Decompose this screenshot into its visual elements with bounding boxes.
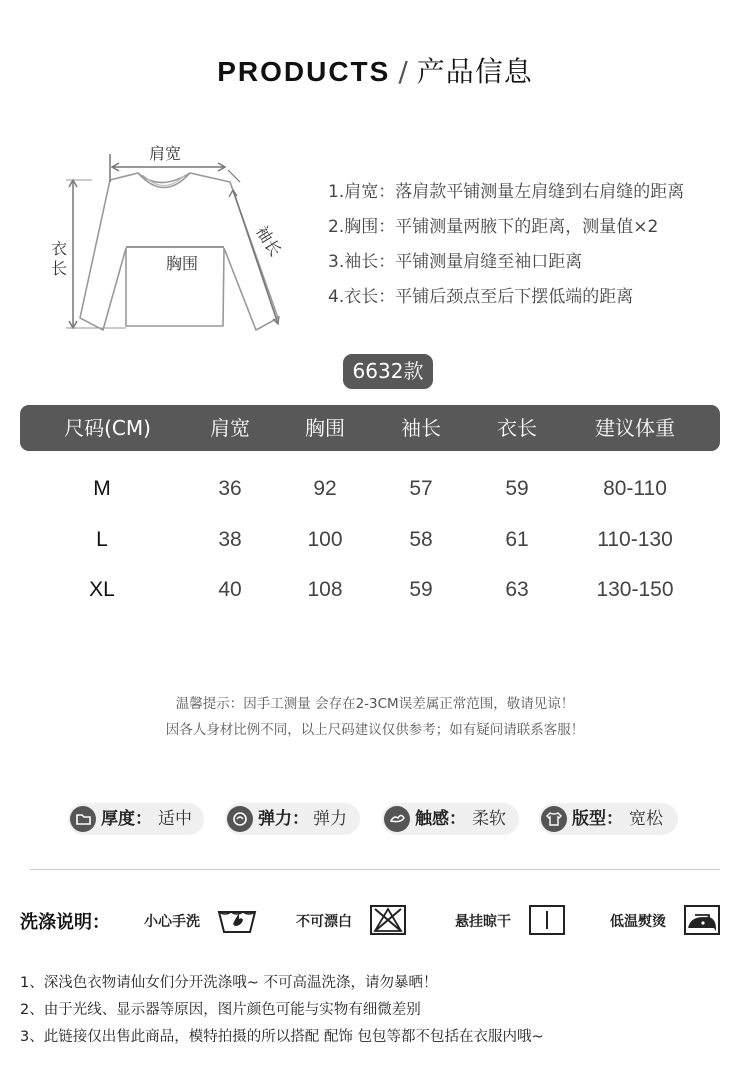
size-cell: XL [89,578,115,601]
hang-dry-icon [528,904,566,936]
fabric-attributes [68,803,728,835]
care-item-hand-wash [144,904,264,938]
care-item-hang-dry [455,904,575,938]
shoulder-cell: 40 [218,578,242,601]
chest-cell: 92 [313,477,337,500]
shoulder-label: 肩宽 [148,144,182,163]
folder-icon [70,806,96,832]
footer-note-3: 3、此链接仅出售此商品，模特拍摄的所以搭配 配饰 包包等都不包括在衣服内哦~ [20,1029,544,1045]
notice-line-2: 因各人身材比例不同，以上尺码建议仅供参考；如有疑问请联系客服！ [165,722,585,738]
touch-icon [384,806,410,832]
page-title [0,50,750,90]
shoulder-cell: 36 [218,477,242,500]
sleeve-cell: 58 [409,528,433,551]
shirt-outline [80,173,278,330]
care-label: 不可漂白 [296,914,352,930]
measure-note-shoulder: 1.肩宽：落肩款平铺测量左肩缝到右肩缝的距离 [328,182,685,202]
weight-cell: 110-130 [597,528,673,551]
hand-wash-icon [217,904,257,936]
header-sleeve: 袖长 [401,416,441,440]
footer-note-1: 1、深浅色衣物请仙女们分开洗涤哦~ 不可高温洗涤，请勿暴晒！ [20,975,438,991]
attribute-thickness [68,803,204,835]
attribute-label: 弹力： [258,809,309,829]
chest-cell: 100 [307,528,343,551]
spring-icon [227,806,253,832]
chest-cell: 108 [307,578,343,601]
attribute-value: 弹力 [313,809,347,829]
sleeve-label: 袖长 [252,222,286,260]
shirt-icon [541,806,567,832]
weight-cell: 80-110 [603,477,667,500]
iron-low-icon [683,904,721,936]
attribute-value: 柔软 [472,809,506,829]
sleeve-cell: 57 [409,477,433,500]
attribute-label: 版型： [572,809,623,829]
section-divider [30,869,720,870]
shoulder-cell: 38 [218,528,242,551]
attribute-fit [539,803,678,835]
weight-cell: 130-150 [596,578,674,601]
measurement-notes [328,178,738,318]
footer-note-2: 2、由于光线、显示器等原因，图片颜色可能与实物有细微差别 [20,1002,421,1018]
attribute-elasticity [225,803,360,835]
care-item-iron-low [610,904,730,938]
header-weight: 建议体重 [595,416,675,440]
header-shoulder: 肩宽 [210,416,250,440]
length-cell: 63 [505,578,529,601]
title-chinese: 产品信息 [416,55,533,88]
attribute-value: 适中 [158,809,192,829]
size-table-header [20,405,720,451]
length-cell: 61 [505,528,529,551]
title-separator: / [398,55,409,88]
garment-measurement-sketch [40,140,300,345]
shoulder-tick-right [228,170,240,182]
measure-note-sleeve: 3.袖长：平铺测量肩缝至袖口距离 [328,252,583,272]
size-cell: M [93,477,111,500]
care-label: 低温熨烫 [610,914,666,930]
header-size: 尺码(CM) [64,416,151,440]
care-label: 小心手洗 [144,914,200,930]
care-item-no-bleach [296,904,416,938]
sleeve-cell: 59 [409,578,433,601]
style-code-badge: 6632款 [343,354,433,389]
attribute-value: 宽松 [629,809,663,829]
length-label-top: 衣 [50,239,68,258]
length-label-bottom: 长 [50,259,68,278]
notice-line-1: 温馨提示：因手工测量 会存在2-3CM误差属正常范围，敬请见谅！ [175,696,575,712]
header-length: 衣长 [497,416,537,440]
care-title: 洗涤说明： [20,912,110,933]
measure-note-chest: 2.胸围：平铺测量两腋下的距离，测量值×2 [328,217,659,237]
title-english: PRODUCTS [217,56,391,87]
attribute-touch [382,803,519,835]
chest-label: 胸围 [165,254,199,273]
shirt-collar-inner [143,175,185,186]
care-label: 悬挂晾干 [455,914,511,930]
no-bleach-icon [369,904,407,936]
header-chest: 胸围 [305,416,345,440]
length-cell: 59 [505,477,529,500]
sleeve-arrow-head-top [229,190,237,197]
measure-note-length: 4.衣长：平铺后颈点至后下摆低端的距离 [328,287,634,307]
attribute-label: 厚度： [101,809,152,829]
attribute-label: 触感： [415,809,466,829]
size-cell: L [96,528,108,551]
